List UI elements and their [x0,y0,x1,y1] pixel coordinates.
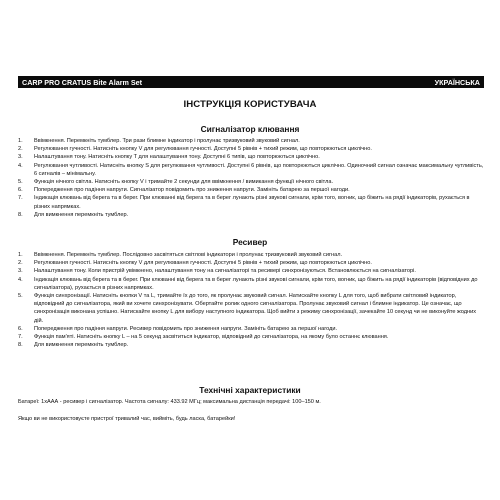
list-item [18,145,486,153]
item-text: Налаштування тону. Натисніть кнопку T для налаштування тону. Доступні 6 типів, що повторюються циклічно. [34,154,320,161]
item-number: 2. [18,146,23,153]
list-item [18,194,486,210]
item-text: Попередження про падіння напруги. Ресивер повідомить про зниження напруги. Замініть батарею за першої нагоди. [34,325,338,332]
list-item [18,186,486,194]
item-number: 4. [18,162,23,169]
item-text: Регулювання гучності. Натисніть кнопку V для регулювання гучності. Доступні 5 рівнів + тихий режим, що повторюються циклічно. [34,260,372,267]
list-item [18,211,486,219]
item-text: Функція нічного світла. Натисніть кнопку V і тримайте 2 секунди для ввімкнення / вимикання функції нічного світла. [34,179,334,186]
document-title: ІНСТРУКЦІЯ КОРИСТУВАЧА [183,99,317,110]
list-item [18,267,486,275]
list-item [18,292,486,325]
specs-text: Батареї: 1хААА - ресивер і сигналізатор. Частота сигналу: 433.92 МГц; максимальна дистанція передачі: 100–150 м. [18,399,321,405]
item-text: Налаштування тону. Коли пристрій увімкнено, налаштування тону на сигналізаторі та ресивері синхронізуються. Встановлюється на сигналізаторі. [34,268,416,275]
item-number: 7. [18,334,23,341]
item-number: 4. [18,276,23,283]
item-text: Регулювання гучності. Натисніть кнопку V для регулювання гучності. Доступні 5 рівнів + тихий режим, що повторюються циклічно. [34,146,372,153]
item-number: 6. [18,187,23,194]
list-item [18,137,486,145]
language-label: УКРАЇНСЬКА [434,77,480,87]
item-number: 1. [18,138,23,144]
battery-warning-note: Якщо ви не використовуєте пристрої тривалий час, вийміть, будь ласка, батарейки! [18,416,236,422]
list-item [18,325,486,333]
item-text: Ввімкнення. Перемкніть тумблер. Три рази блимне індикатор і пролунає тризвуковий звуковий сигнал. [34,138,300,144]
item-number: 7. [18,195,23,202]
list-item [18,341,486,349]
item-number: 6. [18,325,23,332]
product-name: CARP PRO CRATUS Bite Alarm Set [22,77,143,87]
item-number: 2. [18,260,23,267]
list-item [18,153,486,161]
item-text: Індикація клювань від берега та в берег. При клюванні від берега та в берег лунають різні звукові сигнали, крім того, вогник, що біжить на рядії індикаторів, рухається в різних напрямках. [34,195,470,210]
list-item [18,259,486,267]
specs-section-title: Технічні характеристики [199,385,301,395]
alarm-section-title: Сигналізатор клювання [200,124,300,134]
item-text: Функція синхронізації. Натисніть кнопки V та L, тримайте їх до того, як пролунає звуковий сигнал. Натискайте кнопку L для того, щоб вибрати світловий індикатор, відповідний до сигналізатора, який ви хочете синхронізувати. Обертайте ролик одного сигналізатора. Пролунає звуковий сигнал і блимне індикатор. Це означає, що синхронізація виконана успішно. Натискайте кнопку L для вибору наступного індикатора. Щоб вийти з режиму синхронізації, зачекайте 10 секунд чи не виконуйте жодних дій. [34,293,476,324]
list-item [18,333,486,341]
item-number: 8. [18,342,23,349]
list-item [18,162,486,178]
item-text: Для вимкнення перемкніть тумблер. [34,342,129,349]
list-item [18,251,486,259]
list-item [18,178,486,186]
item-text: Індикація клювань від берега та в берег. При клюванні від берега та в берег лунають різні звукові сигнали, крім того, вогник, що біжить на рядії індикаторів (відповідних до сигналізатора), рухається в різних напрямках. [34,276,478,291]
receiver-list [18,251,486,349]
item-number: 3. [18,268,23,275]
item-text: Регулювання чутливості. Натисніть кнопку S для регулювання чутливості. Доступні 6 рівнів, що повторюються циклічно. Одиночний сигнал означає максимальну чутливість, 6 сигналів – мінімальну. [34,162,484,177]
item-number: 3. [18,154,23,161]
item-text: Для вимкнення перемкніть тумблер. [34,211,129,218]
item-number: 8. [18,211,23,218]
item-number: 5. [18,293,23,300]
item-number: 1. [18,252,23,258]
header-bar [18,76,484,88]
alarm-list [18,137,486,219]
item-number: 5. [18,179,23,186]
item-text: Функція пам'яті. Натисніть кнопку L – на 5 секунд засвітиться індикатор, відповідний до сигналізатора, на якому було останнє клювання. [34,334,389,341]
list-item [18,276,486,292]
receiver-section-title: Ресивер [232,237,268,247]
item-text: Ввімкнення. Перемкніть тумблер. Послідовно засвітяться світлові індикатори і пролунає тризвуковий звуковий сигнал. [34,252,343,258]
item-text: Попередження про падіння напруги. Сигналізатор повідомить про зниження напруги. Замініть батарею за першої нагоди. [34,187,350,194]
